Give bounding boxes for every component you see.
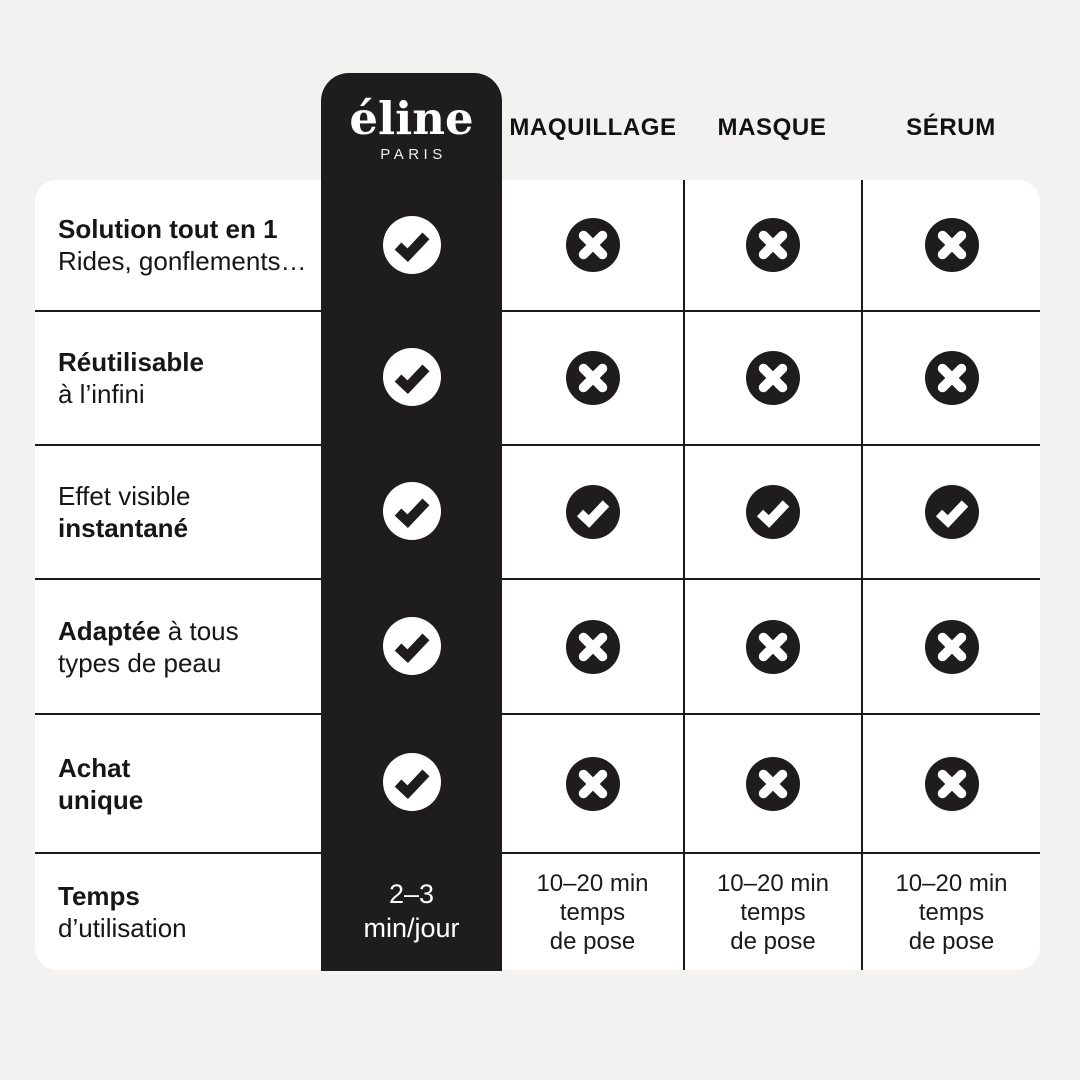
comparison-cell [683, 444, 861, 578]
cell-text-line: temps [559, 898, 626, 926]
row-label-line [58, 880, 140, 912]
check-icon [383, 216, 441, 274]
brand-cell [321, 753, 502, 811]
row-label [35, 444, 321, 578]
check-icon [566, 485, 620, 539]
row-label-line [58, 615, 239, 647]
row-label-text: Rides, gonflements… [58, 246, 307, 276]
comparison-cell [683, 310, 861, 444]
comparison-cell [502, 444, 683, 578]
cell-text-line: de pose [549, 927, 636, 955]
row-label [35, 852, 321, 970]
row-label-line [58, 378, 145, 410]
brand-cell [321, 617, 502, 675]
check-icon [383, 348, 441, 406]
row-label [35, 713, 321, 852]
cell-text-line: de pose [730, 927, 816, 955]
column-header-maquillage: MAQUILLAGE [509, 114, 677, 141]
column-header-serum: SÉRUM [906, 114, 996, 141]
comparison-cell [683, 180, 861, 310]
comparison-cell [683, 713, 861, 852]
brand-logo [321, 93, 502, 163]
brand-cell-text-line: min/jour [363, 913, 460, 943]
cross-icon [925, 218, 979, 272]
cell-text-line: temps [740, 898, 806, 926]
row-label-text: Effet visible [58, 481, 191, 511]
row-label-text: unique [58, 784, 144, 815]
cross-icon [746, 620, 800, 674]
brand-cell [321, 877, 502, 945]
comparison-cell [861, 180, 1040, 310]
row-label-line [58, 752, 130, 784]
cross-icon [925, 351, 979, 405]
brand-cell [321, 348, 502, 406]
cross-icon [746, 351, 800, 405]
cell-text-line: temps [918, 898, 985, 926]
row-label-line [58, 213, 278, 245]
row-label-line [58, 245, 307, 277]
brand-city-label: PARIS [380, 146, 447, 163]
cell-text-line: 10–20 min [895, 869, 1008, 897]
row-label [35, 578, 321, 713]
row-label-line [58, 912, 187, 944]
cross-icon [925, 620, 979, 674]
cross-icon [566, 757, 620, 811]
comparison-cell [502, 852, 683, 970]
row-label [35, 310, 321, 444]
brand-cell [321, 216, 502, 274]
comparison-cell [861, 310, 1040, 444]
comparison-cell [861, 713, 1040, 852]
cross-icon [566, 351, 620, 405]
row-label-text: Temps [58, 881, 140, 911]
row-label-text: Adaptée [58, 615, 161, 646]
row-label-line [58, 647, 221, 679]
comparison-cell [683, 578, 861, 713]
brand-wordmark: éline [349, 92, 474, 145]
comparison-cell [502, 713, 683, 852]
comparison-cell [861, 444, 1040, 578]
row-label-text: types de peau [58, 647, 222, 678]
comparison-cell [502, 578, 683, 713]
check-icon [746, 485, 800, 539]
row-label [35, 180, 321, 310]
check-icon [383, 753, 441, 811]
cross-icon [746, 218, 800, 272]
row-label-text: d’utilisation [58, 913, 187, 943]
comparison-cell [502, 180, 683, 310]
cross-icon [925, 757, 979, 811]
cell-text-line: 10–20 min [716, 869, 830, 897]
comparison-table [35, 180, 1040, 970]
row-label-text: Réutilisable [58, 347, 204, 377]
row-label-line [58, 480, 190, 512]
cross-icon [746, 757, 800, 811]
comparison-cell [683, 852, 861, 970]
comparison-cell [861, 578, 1040, 713]
row-label-text: à tous [160, 615, 239, 646]
row-label-line [58, 512, 188, 544]
row-label-text: à l’infini [58, 379, 145, 409]
column-header-masque: MASQUE [717, 114, 827, 141]
cross-icon [566, 218, 620, 272]
brand-column [321, 73, 502, 971]
row-label-text: instantané [58, 513, 189, 543]
comparison-cell [502, 310, 683, 444]
cell-text-line: de pose [908, 927, 995, 955]
cross-icon [566, 620, 620, 674]
check-icon [383, 482, 441, 540]
row-label-line [58, 784, 143, 816]
row-label-line [58, 346, 204, 378]
brand-cell [321, 482, 502, 540]
check-icon [383, 617, 441, 675]
row-label-text: Solution tout en 1 [58, 214, 278, 244]
brand-cell-text-line: 2–3 [388, 879, 435, 909]
cell-text-line: 10–20 min [536, 869, 649, 897]
row-label-text: Achat [58, 752, 131, 783]
comparison-cell [861, 852, 1040, 970]
check-icon [925, 485, 979, 539]
